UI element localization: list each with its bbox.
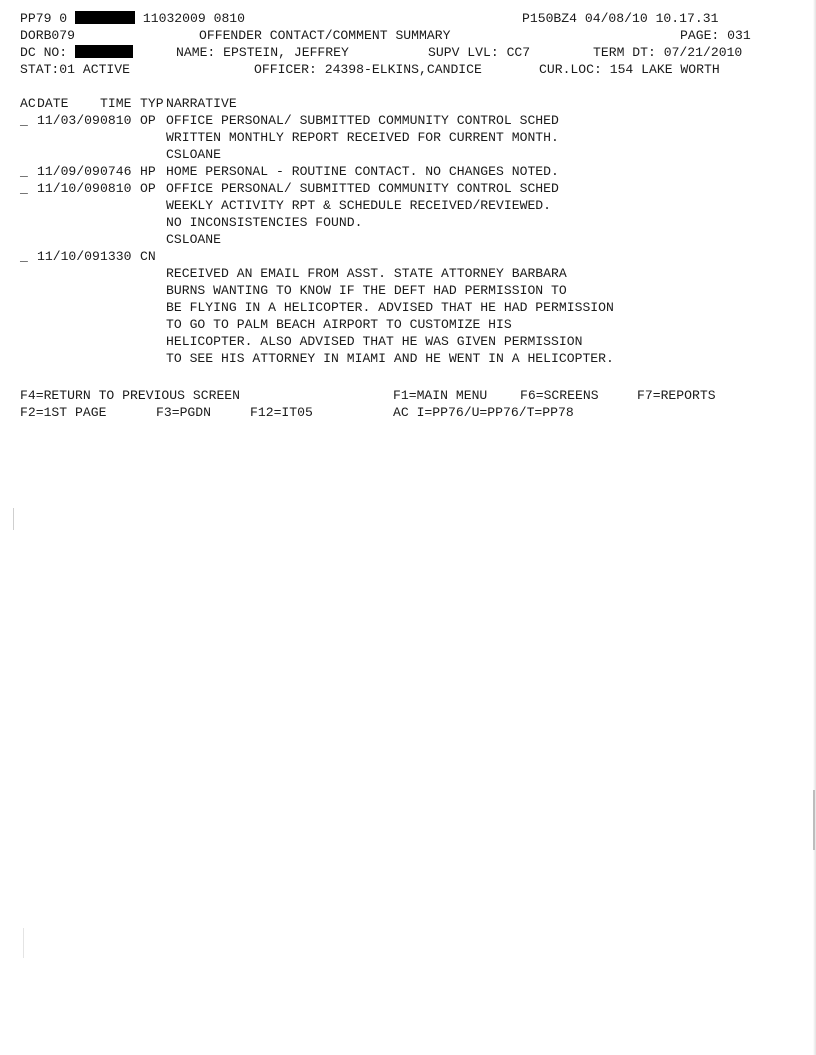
header-line-4 [20, 61, 800, 78]
narrative-continuation: CSLOANE [166, 147, 222, 162]
f6-screens-key[interactable]: F6=SCREENS [520, 388, 599, 403]
column-header-ac: AC [20, 96, 36, 111]
scan-edge-mark [813, 790, 815, 850]
page-number: PAGE: 031 [680, 28, 751, 43]
officer: OFFICER: 24398-ELKINS,CANDICE [254, 62, 482, 77]
entry-narrative: OFFICE PERSONAL/ SUBMITTED COMMUNITY CONTROL SCHED [166, 181, 559, 196]
supervision-level: SUPV LVL: CC7 [428, 45, 531, 60]
entry-narrative: HOME PERSONAL - ROUTINE CONTACT. NO CHANGES NOTED. [166, 164, 559, 179]
table-row [20, 248, 800, 265]
narrative-continuation: HELICOPTER. ALSO ADVISED THAT HE WAS GIVEN PERMISSION [166, 334, 583, 349]
status: STAT:01 ACTIVE [20, 62, 131, 77]
column-header-narrative: NARRATIVE [166, 96, 237, 111]
header-line-3 [20, 44, 800, 61]
function-key-line-1 [20, 387, 800, 404]
screen-code: PP79 0 [20, 11, 68, 26]
column-header-date: DATE [37, 96, 69, 111]
table-row [20, 180, 800, 197]
redacted-block [75, 11, 135, 24]
f3-page-down-key[interactable]: F3=PGDN [156, 405, 212, 420]
entry-date: 11/09/09 [37, 164, 100, 179]
narrative-continuation: TO GO TO PALM BEACH AIRPORT TO CUSTOMIZE HIS [166, 317, 512, 332]
entry-date: 11/10/09 [37, 249, 100, 264]
narrative-continuation: TO SEE HIS ATTORNEY IN MIAMI AND HE WENT IN A HELICOPTER. [166, 351, 614, 366]
narrative-continuation: WRITTEN MONTHLY REPORT RECEIVED FOR CURRENT MONTH. [166, 130, 559, 145]
entry-narrative: OFFICE PERSONAL/ SUBMITTED COMMUNITY CONTROL SCHED [166, 113, 559, 128]
f2-first-page-key[interactable]: F2=1ST PAGE [20, 405, 107, 420]
screen-title: OFFENDER CONTACT/COMMENT SUMMARY [199, 28, 451, 43]
scan-speck [13, 508, 14, 530]
entry-time: 0810 [100, 113, 132, 128]
record-timestamp: 11032009 0810 [142, 11, 246, 26]
f7-reports-key[interactable]: F7=REPORTS [637, 388, 716, 403]
program-id: DORB079 [20, 28, 76, 43]
entry-type: OP [140, 113, 156, 128]
offender-name: NAME: EPSTEIN, JEFFREY [176, 45, 349, 60]
entry-type: CN [140, 249, 156, 264]
f1-main-menu-key[interactable]: F1=MAIN MENU [393, 388, 488, 403]
f4-return-key[interactable]: F4=RETURN TO PREVIOUS SCREEN [20, 388, 241, 403]
action-code-field[interactable]: _ [20, 181, 28, 196]
table-row [20, 112, 800, 129]
entry-type: HP [140, 164, 156, 179]
narrative-continuation: RECEIVED AN EMAIL FROM ASST. STATE ATTORNEY BARBARA [166, 266, 567, 281]
action-code-field[interactable]: _ [20, 113, 28, 128]
narrative-continuation: BURNS WANTING TO KNOW IF THE DEFT HAD PERMISSION TO [166, 283, 567, 298]
narrative-continuation: WEEKLY ACTIVITY RPT & SCHEDULE RECEIVED/REVIEWED. [166, 198, 552, 213]
redacted-block [75, 45, 133, 58]
table-row [20, 163, 800, 180]
column-header-typ: TYP [140, 96, 164, 111]
action-code-field[interactable]: _ [20, 249, 28, 264]
narrative-continuation: BE FLYING IN A HELICOPTER. ADVISED THAT HE HAD PERMISSION [166, 300, 614, 315]
action-code-field[interactable]: _ [20, 164, 28, 179]
f12-key[interactable]: F12=IT05 [250, 405, 313, 420]
current-location: CUR.LOC: 154 LAKE WORTH [539, 62, 720, 77]
entry-date: 11/10/09 [37, 181, 100, 196]
entry-time: 0746 [100, 164, 132, 179]
entry-date: 11/03/09 [37, 113, 100, 128]
dc-no-label: DC NO: [20, 45, 68, 60]
column-header-row [20, 95, 800, 112]
action-code-legend: AC I=PP76/U=PP76/T=PP78 [393, 405, 574, 420]
narrative-continuation: NO INCONSISTENCIES FOUND. [166, 215, 363, 230]
system-timestamp: P150BZ4 04/08/10 10.17.31 [522, 11, 719, 26]
entry-time: 1330 [100, 249, 132, 264]
header-line-2 [20, 27, 800, 44]
scan-speck [23, 928, 24, 958]
entry-narrative [166, 248, 800, 265]
entry-type: OP [140, 181, 156, 196]
header-line-1 [20, 10, 800, 27]
column-header-time: TIME [100, 96, 132, 111]
narrative-continuation: CSLOANE [166, 232, 222, 247]
terminal-screen [20, 10, 800, 421]
entry-time: 0810 [100, 181, 132, 196]
function-key-line-2 [20, 404, 800, 421]
term-date: TERM DT: 07/21/2010 [593, 45, 743, 60]
